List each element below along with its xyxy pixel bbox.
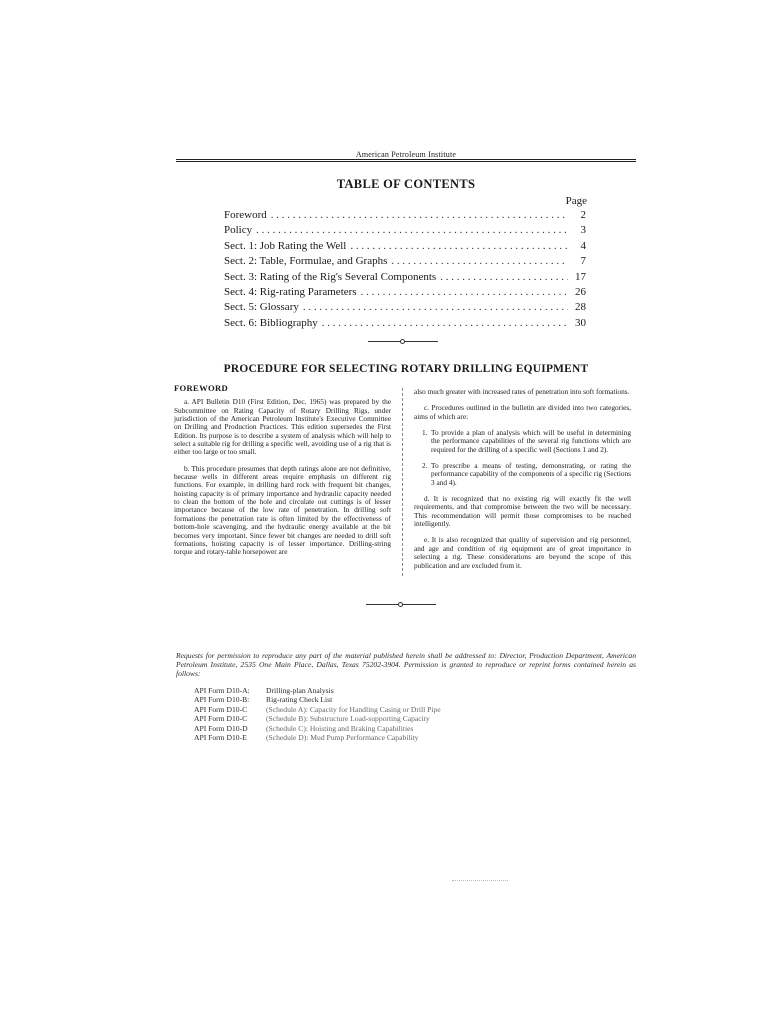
foreword-column-left bbox=[174, 384, 391, 565]
form-description: (Schedule B): Substructure Load-supporting Capacity bbox=[266, 714, 430, 724]
list-item bbox=[414, 462, 631, 487]
toc-entry[interactable] bbox=[224, 316, 586, 331]
toc-entry-page: 28 bbox=[575, 301, 586, 314]
toc-entry-label: Sect. 2: Table, Formulae, and Graphs bbox=[224, 255, 388, 268]
toc-entry[interactable] bbox=[224, 239, 586, 254]
forms-list bbox=[194, 686, 441, 742]
toc-entry-page: 30 bbox=[575, 316, 586, 329]
toc-entry[interactable] bbox=[224, 300, 586, 315]
toc-entry[interactable] bbox=[224, 270, 586, 285]
toc-entry-page: 26 bbox=[575, 285, 586, 298]
form-description: Rig-rating Check List bbox=[266, 695, 333, 705]
header-rule-top bbox=[176, 159, 636, 160]
toc-page-header: Page bbox=[565, 195, 587, 207]
list-item-text: To prescribe a means of testing, demonstrating, or rating the performance capability of the components of a specific rig (Sections 3 and 4). bbox=[431, 461, 631, 487]
toc-leader-dots bbox=[350, 239, 568, 254]
toc-leader-dots bbox=[322, 316, 568, 331]
toc-entry-page: 4 bbox=[580, 239, 586, 252]
foreword-heading: FOREWORD bbox=[174, 383, 228, 393]
list-item-text: To provide a plan of analysis which will be useful in determining the performance capabilities of the several rig functions which are required for the drilling of a specific well (Sections 1 and 2). bbox=[431, 428, 631, 454]
header-rule-bottom bbox=[176, 161, 636, 162]
form-list-item bbox=[194, 705, 441, 714]
form-code: API Form D10-A: bbox=[194, 686, 250, 695]
aims-list bbox=[414, 429, 631, 487]
toc-entry-label: Policy bbox=[224, 224, 253, 237]
section-ornament-divider bbox=[366, 601, 436, 607]
running-head: American Petroleum Institute bbox=[355, 150, 457, 159]
list-item bbox=[414, 429, 631, 454]
toc-leader-dots bbox=[256, 223, 568, 238]
toc-entry-page: 2 bbox=[580, 209, 586, 221]
reproduction-notice: Requests for permission to reproduce any part of the material published herein shall be addressed to: Director, Production Department, American Petroleum Institute, 2535 One Main Place, Dallas, Texas 75202-3904. Permission is granted to reproduce or reprint forms contained herein as follows: bbox=[176, 651, 636, 679]
form-description: (Schedule D): Mud Pump Performance Capability bbox=[266, 733, 419, 743]
toc-entry-label: Sect. 3: Rating of the Rig's Several Components bbox=[224, 270, 437, 283]
toc-entry[interactable] bbox=[224, 208, 586, 223]
form-list-item bbox=[194, 695, 441, 704]
list-item-number: 1. bbox=[422, 428, 428, 438]
form-code: API Form D10-D bbox=[194, 723, 248, 733]
form-list-item bbox=[194, 724, 441, 733]
toc-entry-label: Foreword bbox=[224, 209, 267, 221]
toc-entry-page: 3 bbox=[580, 224, 586, 237]
foreword-paragraph-b: b. This procedure presumes that depth ratings alone are not definitive, because wells in different areas require emphasis on different rig functions. For example, in drilling hard rock with frequent bit changes, hoisting capacity is of primary importance and hydraulic capacity needed to clean the bottom of the hole and circulate out cuttings is of lesser importance because of the low rate of penetration. In drilling soft formations the penetration rate is often limited by the effectiveness of bottom-hole scavenging, and the hydraulic energy available at the bit becomes very important. Since fewer bit changes are needed to drill soft formations, hoisting capacity is of lesser importance. Drilling-string torque and rotary-table horsepower are bbox=[174, 463, 391, 557]
form-description: Drilling-plan Analysis bbox=[266, 686, 334, 695]
toc-leader-dots bbox=[440, 270, 568, 285]
form-list-item bbox=[194, 714, 441, 723]
scan-smudge bbox=[452, 880, 508, 881]
foreword-paragraph-c: c. Procedures outlined in the bulletin are divided into two categories, aims of which are: bbox=[414, 403, 631, 421]
toc-leader-dots bbox=[361, 285, 568, 300]
foreword-paragraph-d: d. It is recognized that no existing rig will exactly fit the well requirements, and that compromise between the two will be necessary. This recommendation will permit those compromises to be reached intelligently. bbox=[414, 494, 631, 529]
toc-entry[interactable] bbox=[224, 285, 586, 300]
form-code: API Form D10-C bbox=[194, 704, 248, 714]
toc-entry-label: Sect. 5: Glossary bbox=[224, 301, 299, 314]
toc-entry-label: Sect. 6: Bibliography bbox=[224, 316, 318, 329]
procedure-title: PROCEDURE FOR SELECTING ROTARY DRILLING EQUIPMENT bbox=[223, 363, 589, 375]
form-list-item bbox=[194, 733, 441, 742]
column-divider bbox=[402, 388, 403, 576]
toc-leader-dots bbox=[303, 300, 568, 315]
toc-leader-dots bbox=[391, 254, 568, 269]
form-code: API Form D10-C bbox=[194, 714, 248, 724]
list-item-number: 2. bbox=[422, 461, 428, 471]
toc-entry[interactable] bbox=[224, 223, 586, 238]
form-list-item bbox=[194, 686, 441, 695]
toc-leader-dots bbox=[271, 208, 568, 223]
section-ornament-divider bbox=[368, 338, 438, 344]
form-description: (Schedule A): Capacity for Handling Casing or Drill Pipe bbox=[266, 704, 441, 714]
toc-entry-page: 17 bbox=[575, 270, 586, 283]
form-code: API Form D10-E bbox=[194, 733, 247, 743]
toc-entry[interactable] bbox=[224, 254, 586, 269]
toc-list bbox=[224, 208, 586, 331]
toc-entry-label: Sect. 1: Job Rating the Well bbox=[224, 239, 347, 252]
form-description: (Schedule C): Hoisting and Braking Capabilities bbox=[266, 723, 414, 733]
foreword-paragraph-a: a. API Bulletin D10 (First Edition, Dec. 1965) was prepared by the Subcommittee on Rating Capacity of Rotary Drilling Rigs, under jurisdiction of the American Petroleum Institute's Executive Committee on Drilling and Production Practices. This edition supersedes the First Edition. Its purpose is to describe a system of analysis which will help to select a suitable rig for drilling a specific well, avoiding use of a rig that is either too large or too small. bbox=[174, 397, 391, 457]
foreword-column-right bbox=[414, 388, 631, 578]
toc-entry-label: Sect. 4: Rig-rating Parameters bbox=[224, 285, 357, 298]
foreword-paragraph-e: e. It is also recognized that quality of supervision and rig personnel, and age and condition of rig equipment are of great importance in selecting a rig. These considerations are beyond the scope of this publication and are excluded from it. bbox=[414, 535, 631, 570]
toc-entry-page: 7 bbox=[580, 255, 586, 268]
form-code: API Form D10-B: bbox=[194, 695, 250, 705]
toc-title: TABLE OF CONTENTS bbox=[336, 177, 476, 191]
foreword-paragraph-b-continued: also much greater with increased rates of penetration into soft formations. bbox=[414, 387, 630, 396]
